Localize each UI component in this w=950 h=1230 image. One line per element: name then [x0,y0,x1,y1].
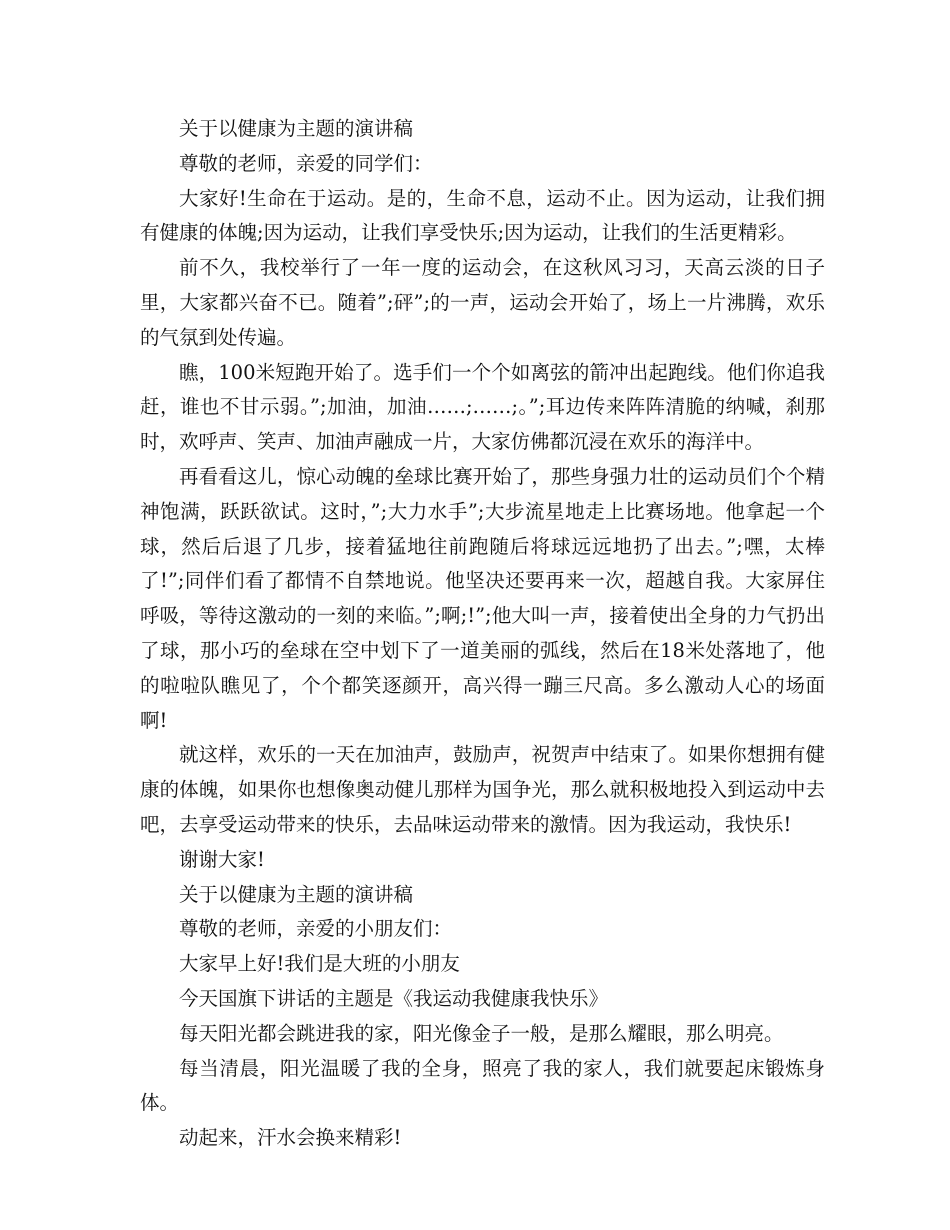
paragraph: 前不久，我校举行了一年一度的运动会，在这秋风习习，天高云淡的日子里，大家都兴奋不已。随着”;砰”;的一声，运动会开始了，场上一片沸腾，欢乐的气氛到处传遍。 [140,256,825,349]
speech-title: 关于以健康为主题的演讲稿 [179,882,414,906]
paragraph: 大家好!生命在于运动。是的，生命不息，运动不止。因为运动，让我们拥有健康的体魄;因为运动，让我们享受快乐;因为运动，让我们的生活更精彩。 [140,186,825,245]
paragraph: 再看看这儿，惊心动魄的垒球比赛开始了，那些身强力壮的运动员们个个精神饱满，跃跃欲试。这时，”;大力水手”;大步流星地走上比赛场地。他拿起一个球，然后后退了几步，接着猛地往前跑随后将球远远地扔了出去。”;嘿，太棒了!”;同伴们看了都情不自禁地说。他坚决还要再来一次，超越自我。大家屏住呼吸，等待这激动的一刻的来临。”;啊;!”;他大叫一声，接着使出全身的力气扔出了球，那小巧的垒球在空中划下了一道美丽的弧线，然后在18米处落地了，他的啦啦队瞧见了，个个都笑逐颜开，高兴得一蹦三尺高。多么激动人心的场面啊! [140,464,825,732]
paragraph: 今天国旗下讲话的主题是《我运动我健康我快乐》 [179,986,609,1010]
paragraph: 每天阳光都会跳进我的家，阳光像金子一般，是那么耀眼，那么明亮。 [179,1021,784,1045]
paragraph: 动起来，汗水会换来精彩! [179,1126,402,1150]
paragraph: 大家早上好!我们是大班的小朋友 [179,952,460,976]
speech-title: 关于以健康为主题的演讲稿 [179,117,414,140]
document-body [140,112,825,1156]
salutation: 尊敬的老师，亲爱的小朋友们： [179,917,453,941]
salutation: 尊敬的老师，亲爱的同学们： [179,151,433,175]
paragraph: 瞧，100米短跑开始了。选手们一个个如离弦的箭冲出起跑线。他们你追我赶，谁也不甘示弱。”;加油，加油……;……;。”;耳边传来阵阵清脆的纳喊，刹那时，欢呼声、笑声、加油声融成一片，大家仿佛都沉浸在欢乐的海洋中。 [140,360,825,454]
closing-line: 谢谢大家! [179,847,265,871]
paragraph: 每当清晨，阳光温暖了我的全身，照亮了我的家人，我们就要起床锻炼身体。 [140,1056,825,1115]
paragraph: 就这样，欢乐的一天在加油声，鼓励声，祝贺声中结束了。如果你想拥有健康的体魄，如果你也想像奥动健儿那样为国争光，那么就积极地投入到运动中去吧，去享受运动带来的快乐，去品味运动带来的激情。因为我运动，我快乐! [140,743,825,836]
